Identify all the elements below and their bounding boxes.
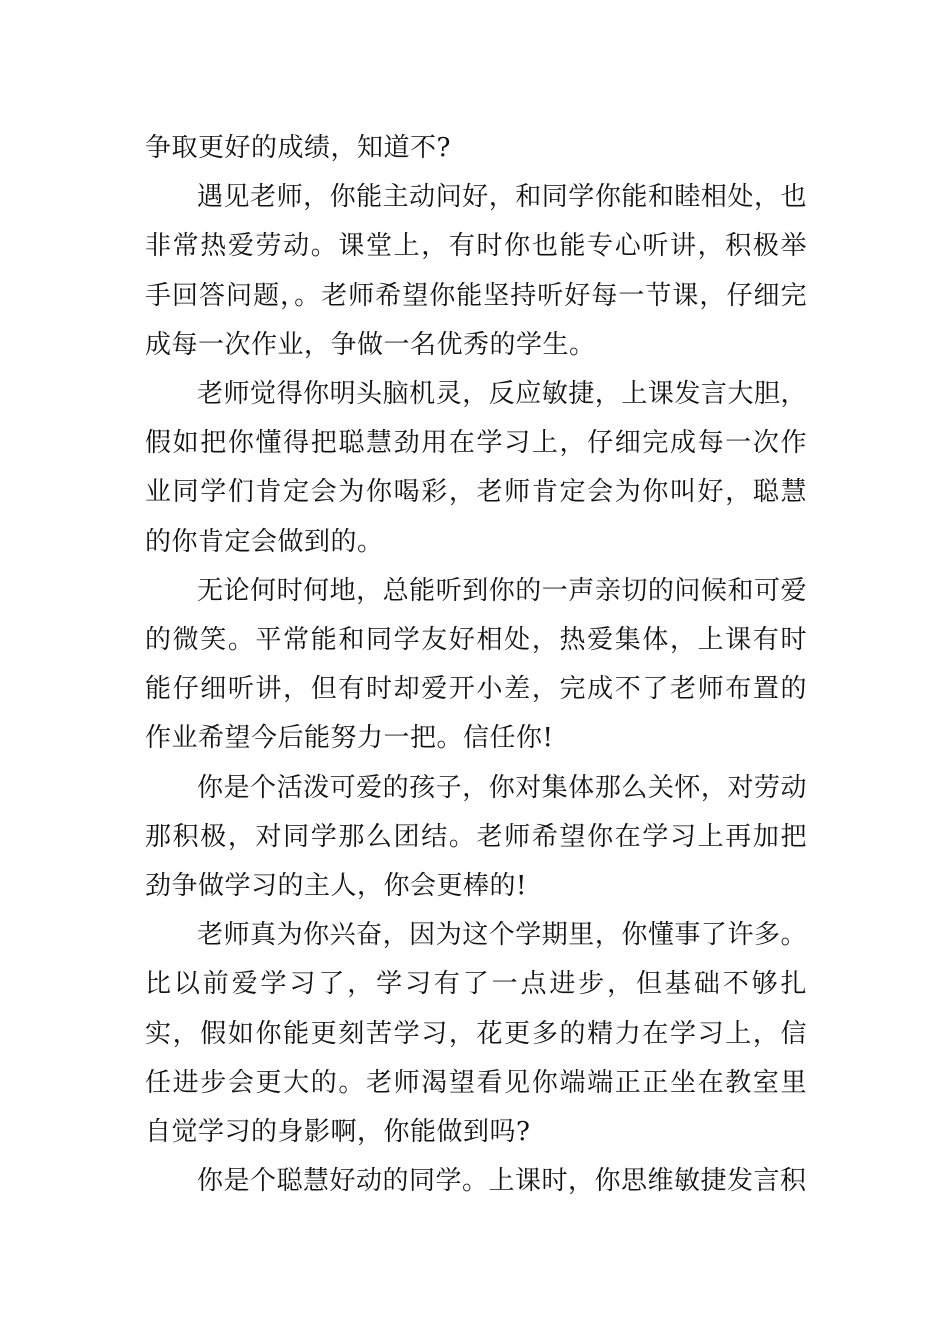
paragraph-comment-3: 无论何时何地，总能听到你的一声亲切的问候和可爱的微笑。平常能和同学友好相处，热爱集体，上课有时能仔细听讲，但有时却爱开小差，完成不了老师布置的作业希望今后能努力一把。信任你!: [145, 575, 807, 754]
paragraph-comment-5: 老师真为你兴奋，因为这个学期里，你懂事了许多。比以前爱学习了，学习有了一点进步，但基础不够扎实，假如你能更刻苦学习，花更多的精力在学习上，信任进步会更大的。老师渴望看见你端端正正坐在教室里自觉学习的身影啊，你能做到吗?: [145, 920, 807, 1148]
document-body: [145, 124, 807, 1206]
paragraph-comment-6: 你是个聪慧好动的同学。上课时，你思维敏捷发言积: [197, 1166, 807, 1197]
paragraph-comment-1: 遇见老师，你能主动问好，和同学你能和睦相处，也非常热爱劳动。课堂上，有时你也能专心听讲，积极举手回答问题，。老师希望你能坚持听好每一节课，仔细完成每一次作业，争做一名优秀的学生。: [145, 182, 807, 360]
paragraph-continued: 争取更好的成绩，知道不?: [145, 133, 451, 163]
paragraph-comment-2: 老师觉得你明头脑机灵，反应敏捷，上课发言大胆，假如把你懂得把聪慧劲用在学习上，仔细完成每一次作业同学们肯定会为你喝彩，老师肯定会为你叫好，聪慧的你肯定会做到的。: [145, 379, 807, 557]
paragraph-comment-4: 你是个活泼可爱的孩子，你对集体那么关怀，对劳动那积极，对同学那么团结。老师希望你在学习上再加把劲争做学习的主人，你会更棒的!: [145, 772, 807, 902]
